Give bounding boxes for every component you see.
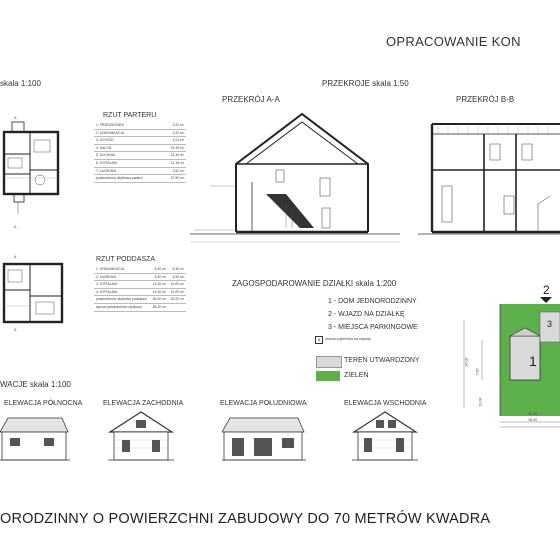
room-name: 4. SALON [94,144,162,152]
room-area-reduced: 4,90 m² [168,273,186,281]
section-a-label: PRZEKRÓJ A-A [222,95,280,104]
ground-floor-plan [0,118,66,218]
dim-vertical-part: 7,00 [475,368,480,376]
room-area: 3,22 m² [162,129,186,137]
room-name: 2. KOMUNIKACJA [94,129,162,137]
attic-title: RZUT PODDASZA [96,256,155,263]
room-area: 14,30 m² [150,288,168,296]
swatch-green-label: ZIELEŃ [344,372,369,379]
room-area: 3,22 m² [162,122,186,129]
section-a-drawing [190,104,400,256]
legend-mark: 6 [315,336,323,344]
swatch-green [316,371,340,381]
dim-vertical-lower: 13,00 [478,397,483,407]
room-area: 57,50 m² [162,175,186,183]
room-name: powierzchnia użytkowa parteru [94,175,162,183]
room-area: 5,30 m² [150,273,168,281]
elevation-label-west: ELEWACJA ZACHODNIA [103,400,184,407]
room-name: łączna powierzchnia użytkowa [94,303,150,311]
attic-section-mark-top: A [14,255,17,259]
room-area: 3,62 m² [162,167,186,175]
room-name: 3. SYPIALNIA [94,281,150,289]
ground-floor-title: RZUT PARTERU [103,112,157,119]
elevation-label-north: ELEWACJA PÓŁNOCNA [4,400,83,407]
legend-item-4: osłona pojemnika na odpady [325,337,371,341]
room-name: 1. KOMUNIKACJA [94,266,150,273]
elevation-label-east: ELEWACJA WSCHODNIA [344,400,427,407]
room-name: 2. ŁAZIENKA [94,273,150,281]
elevation-west [108,410,174,466]
site-title: ZAGOSPODAROWANIE DZIAŁKI skala 1:200 [232,279,397,288]
legend-item-3: 3 - MIEJSCA PARKINGOWE [328,324,418,331]
dim-horizontal-total: 18,00 [528,418,537,422]
table-row [94,122,186,129]
table-row [94,129,186,137]
room-name: powierzchnia użytkowa poddasza [94,296,150,304]
house-number: 1 [529,353,537,369]
parking-number: 3 [547,319,553,329]
room-area: 14,30 m² [150,281,168,289]
footer-title: ORODZINNY O POWIERZCHNI ZABUDOWY DO 70 METRÓW KWADRA [0,511,491,527]
attic-plan [0,258,70,328]
page-title: OPRACOWANIE KON [386,34,521,49]
room-area-reduced: 30,20 m² [168,296,186,304]
room-area-reduced: 10,00 m² [168,288,186,296]
elevations-title: WACJE skala 1:100 [0,380,71,389]
elevation-label-south: ELEWACJA POŁUDNIOWA [220,400,307,407]
table-row [94,152,186,160]
room-name: 6. SYPIALNIA [94,159,162,167]
room-name: 5. KUCHNIA [94,152,162,160]
table-row [94,175,186,183]
entry-number: 2 [543,283,550,297]
room-area-reduced [168,303,186,311]
legend-item-2: 2 - WJAZD NA DZIAŁKĘ [328,311,405,318]
room-area: 11,18 m² [162,159,186,167]
room-area: 36,40 m² [150,296,168,304]
room-area-reduced: 10,00 m² [168,281,186,289]
room-name: 3. SCHODY [94,137,162,145]
swatch-paved [316,356,342,368]
table-row [94,144,186,152]
section-mark-top: A [14,116,17,120]
plans-scale-label: skala 1:100 [0,79,41,88]
table-row [94,137,186,145]
table-row [94,266,186,273]
ground-floor-table [94,122,186,183]
elevation-south [222,414,306,464]
room-area: 4,01 m² [162,137,186,145]
room-area: 5,30 m² [150,266,168,273]
room-area: 13,19 m² [162,152,186,160]
room-area: 19,15 m² [162,144,186,152]
site-plot-drawing [460,300,560,430]
elevation-east [352,410,418,466]
section-b-label: PRZEKRÓJ B-B [456,95,515,104]
table-row [94,288,186,296]
swatch-paved-label: TEREN UTWARDZONY [344,357,420,364]
attic-section-mark-bottom: A [14,328,17,332]
dim-horizontal-part: 12,00 [528,412,537,416]
room-area-reduced: 5,30 m² [168,266,186,273]
room-name: 4. SYPIALNIA [94,288,150,296]
elevation-north [0,414,70,464]
table-row [94,167,186,175]
table-row [94,296,186,304]
section-b-drawing [418,104,560,256]
sections-title: PRZEKROJE skala 1:50 [322,79,409,88]
table-row [94,273,186,281]
attic-table [94,266,186,312]
legend-item-1: 1 - DOM JEDNORODZINNY [328,298,417,305]
section-mark-bottom: A [14,225,17,229]
room-name: 1. PRZEDSIONEK [94,122,162,129]
dim-vertical-total: 30,00 [464,357,469,367]
room-name: 7. ŁAZIENKA [94,167,162,175]
table-row [94,159,186,167]
room-area: 88,20 m² [150,303,168,311]
table-row [94,303,186,311]
table-row [94,281,186,289]
